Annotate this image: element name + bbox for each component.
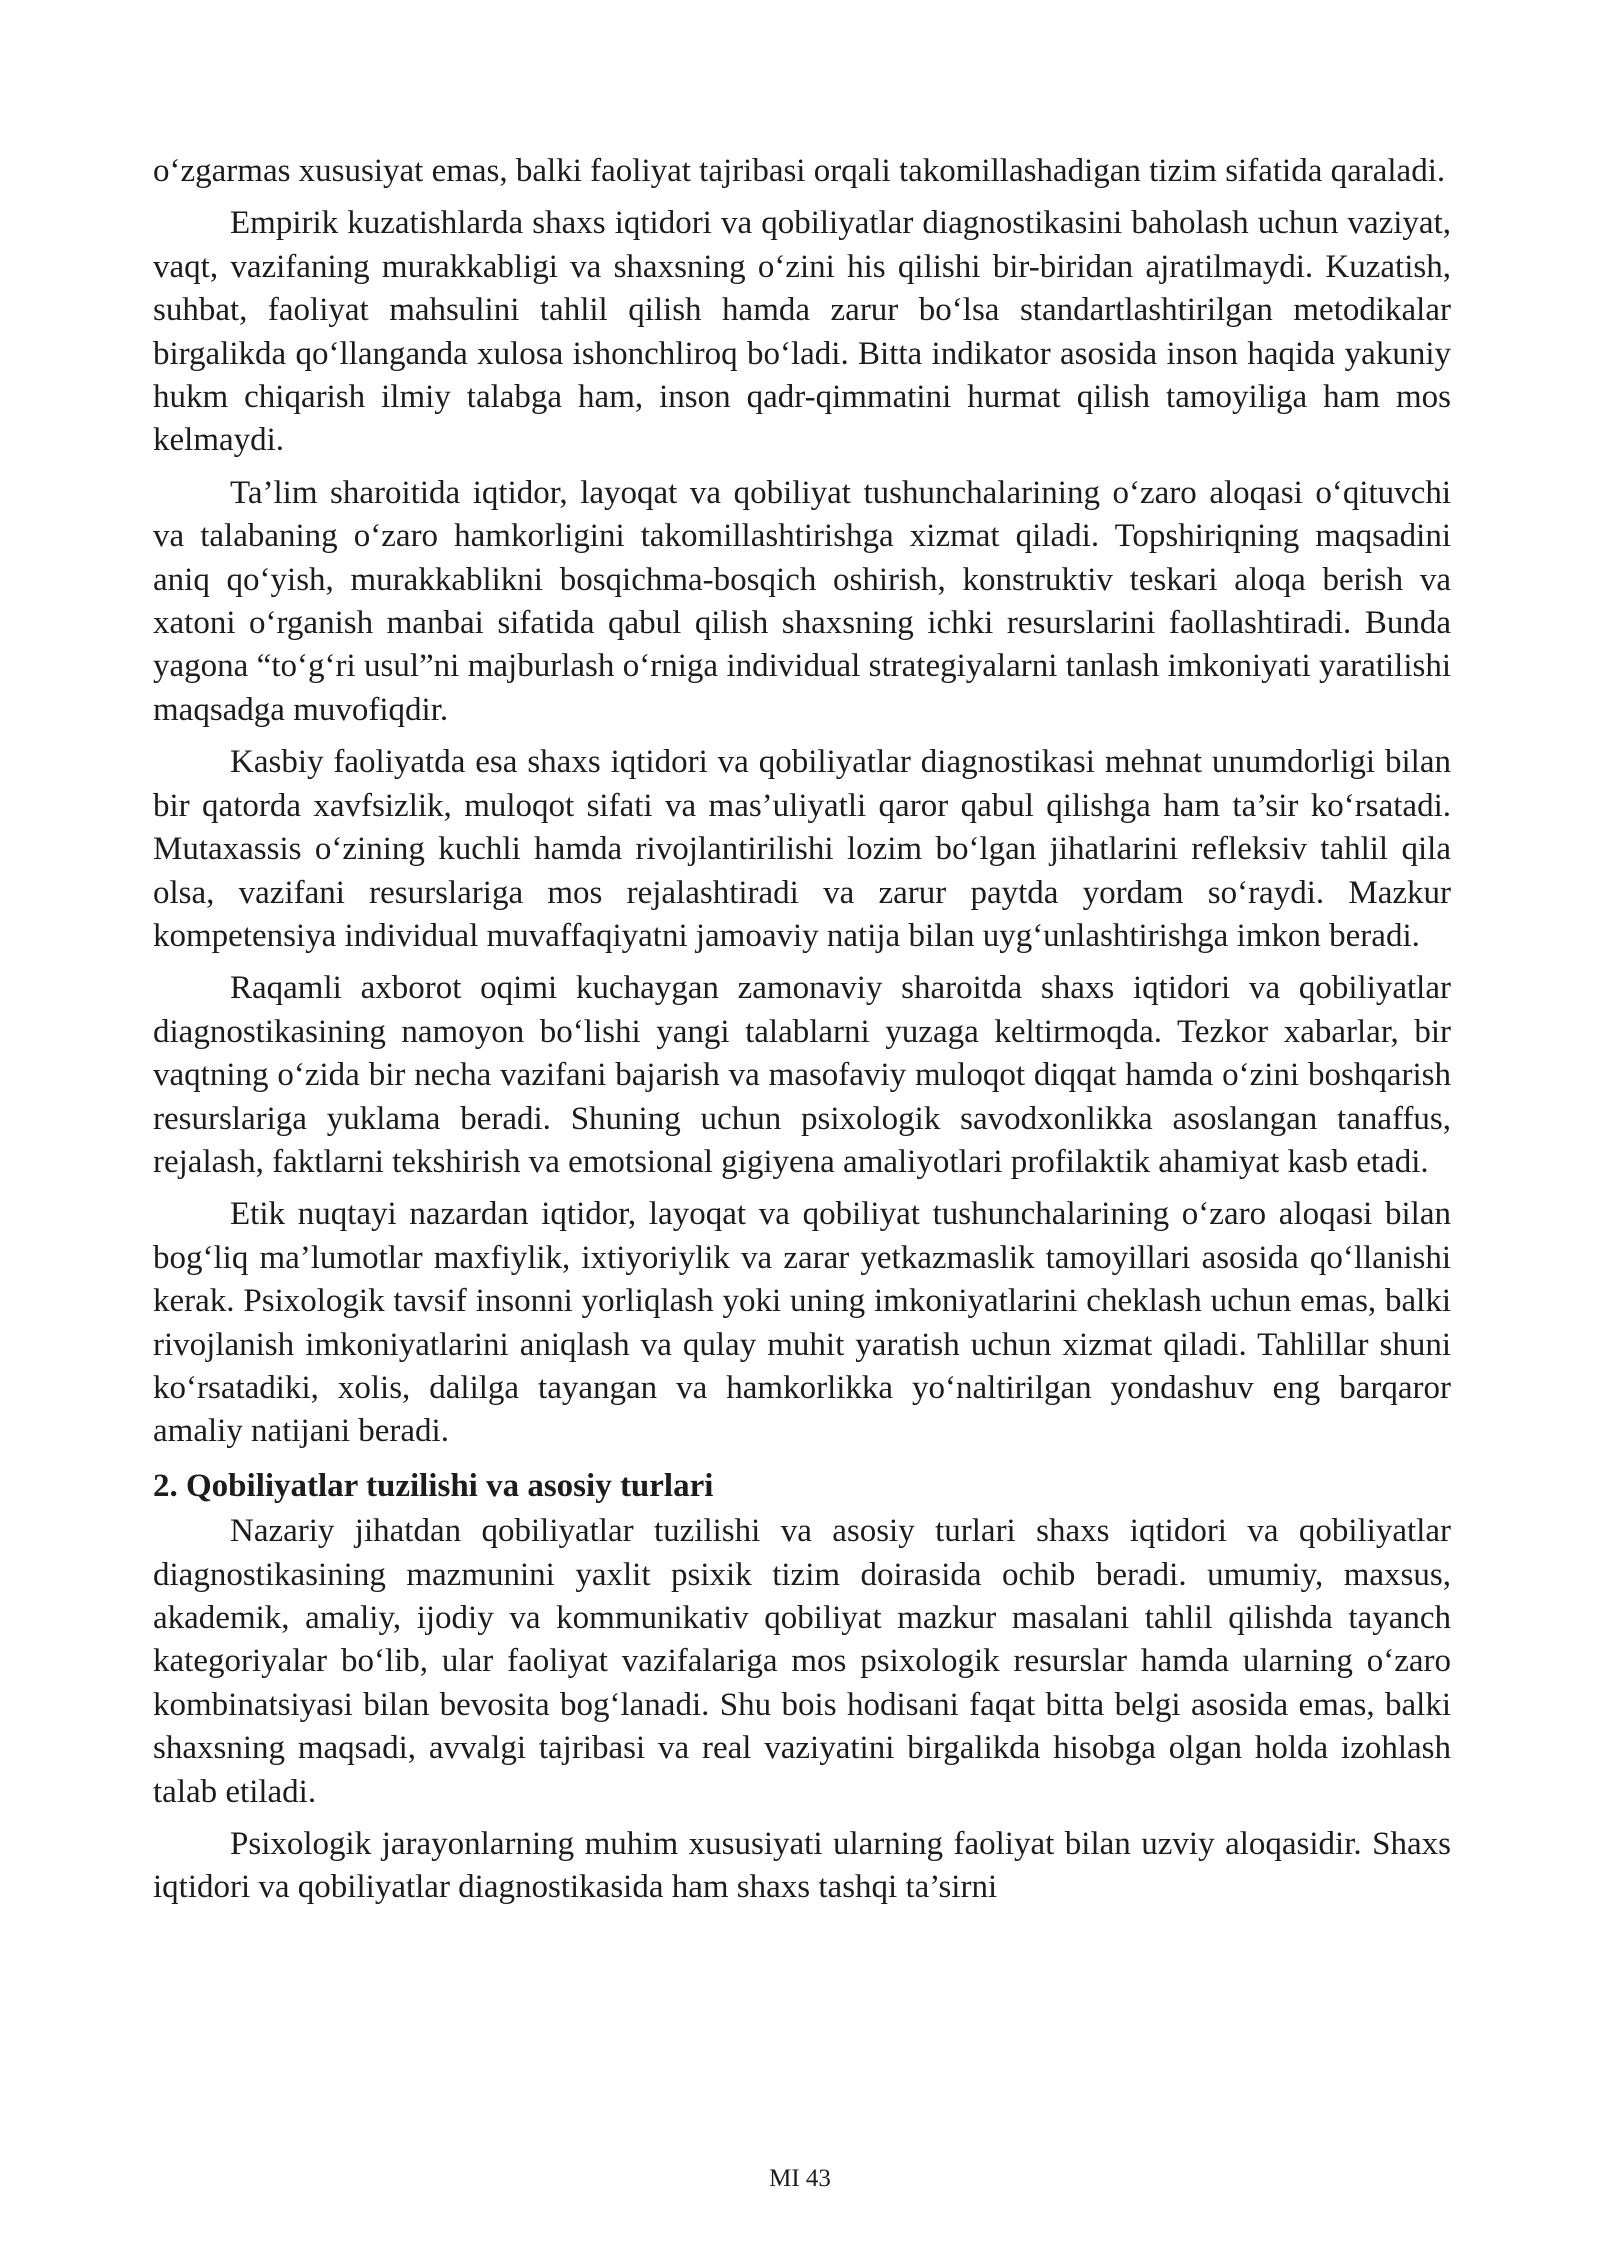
body-text bbox=[153, 150, 1451, 1919]
section-heading: 2. Qobiliyatlar tuzilishi va asosiy turlari bbox=[153, 1467, 714, 1504]
paragraph-empirical-observation: Empirik kuzatishlarda shaxs iqtidori va qobiliyatlar diagnostikasini baholash uchun vaziyat, vaqt, vazifaning murakkabligi va shaxsning o‘zini his qilishi bir-biridan ajratilmaydi. Kuzatish, suhbat, faoliyat mahsulini tahlil qilish hamda zarur bo‘lsa standartlashtirilgan metodikalar birgalikda qo‘llanganda xulosa ishonchliroq bo‘ladi. Bitta indikator asosida inson haqida yakuniy hukm chiqarish ilmiy talabga ham, inson qadr-qimmatini hurmat qilish tamoyiliga ham mos kelmaydi. bbox=[153, 205, 1451, 459]
paragraph-professional-activity: Kasbiy faoliyatda esa shaxs iqtidori va qobiliyatlar diagnostikasi mehnat unumdorligi bilan bir qatorda xavfsizlik, muloqot sifati va mas’uliyatli qaror qabul qilishga ham ta’sir ko‘rsatadi. Mutaxassis o‘zining kuchli hamda rivojlantirilishi lozim bo‘lgan jihatlarini refleksiv tahlil qila olsa, vazifani resurslariga mos rejalashtiradi va zarur paytda yordam so‘raydi. Mazkur kompetensiya individual muvaffaqiyatni jamoaviy natija bilan uyg‘unlashtirishga imkon beradi. bbox=[153, 744, 1451, 954]
page-number: MI 43 bbox=[769, 2165, 831, 2192]
paragraph-digital-information: Raqamli axborot oqimi kuchaygan zamonaviy sharoitda shaxs iqtidori va qobiliyatlar diagnostikasining namoyon bo‘lishi yangi talablarni yuzaga keltirmoqda. Tezkor xabarlar, bir vaqtning o‘zida bir necha vazifani bajarish va masofaviy muloqot diqqat hamda o‘zini boshqarish resurslariga yuklama beradi. Shuning uchun psixologik savodxonlikka asoslangan tanaffus, rejalash, faktlarni tekshirish va emotsional gigiyena amaliyotlari profilaktik ahamiyat kasb etadi. bbox=[153, 970, 1451, 1180]
paragraph-theoretical-structure: Nazariy jihatdan qobiliyatlar tuzilishi va asosiy turlari shaxs iqtidori va qobiliyatlar diagnostikasining mazmunini yaxlit psixik tizim doirasida ochib beradi. umumiy, maxsus, akademik, amaliy, ijodiy va kommunikativ qobiliyat mazkur masalani tahlil qilishda tayanch kategoriyalar bo‘lib, ular faoliyat vazifalariga mos psixologik resurslar hamda ularning o‘zaro kombinatsiyasi bilan bevosita bog‘lanadi. Shu bois hodisani faqat bitta belgi asosida emas, balki shaxsning maqsadi, avvalgi tajribasi va real vaziyatini birgalikda hisobga olgan holda izohlash talab etiladi. bbox=[153, 1513, 1451, 1810]
paragraph-education: Ta’lim sharoitida iqtidor, layoqat va qobiliyat tushunchalarining o‘zaro aloqasi o‘qituvchi va talabaning o‘zaro hamkorligini takomillashtirishga xizmat qiladi. Topshiriqning maqsadini aniq qo‘yish, murakkablikni bosqichma-bosqich oshirish, konstruktiv teskari aloqa berish va xatoni o‘rganish manbai sifatida qabul qilish shaxsning ichki resurslarini faollashtiradi. Bunda yagona “to‘g‘ri usul”ni majburlash o‘rniga individual strategiyalarni tanlash imkoniyati yaratilishi maqsadga muvofiqdir. bbox=[153, 474, 1451, 728]
paragraph-ethics: Etik nuqtayi nazardan iqtidor, layoqat va qobiliyat tushunchalarining o‘zaro aloqasi bilan bog‘liq ma’lumotlar maxfiylik, ixtiyoriylik va zarar yetkazmaslik tamoyillari asosida qo‘llanishi kerak. Psixologik tavsif insonni yorliqlash yoki uning imkoniyatlarini cheklash uchun emas, balki rivojlanish imkoniyatlarini aniqlash va qulay muhit yaratish uchun xizmat qiladi. Tahlillar shuni ko‘rsatadiki, xolis, dalilga tayangan va hamkorlikka yo‘naltirilgan yondashuv eng barqaror amaliy natijani beradi. bbox=[153, 1196, 1451, 1450]
paragraph-continuation: o‘zgarmas xususiyat emas, balki faoliyat tajribasi orqali takomillashadigan tizim sifatida qaraladi. bbox=[153, 153, 1446, 189]
paragraph-psychological-processes: Psixologik jarayonlarning muhim xususiyati ularning faoliyat bilan uzviy aloqasidir. Shaxs iqtidori va qobiliyatlar diagnostikasida ham shaxs tashqi ta’sirni bbox=[153, 1826, 1451, 1906]
